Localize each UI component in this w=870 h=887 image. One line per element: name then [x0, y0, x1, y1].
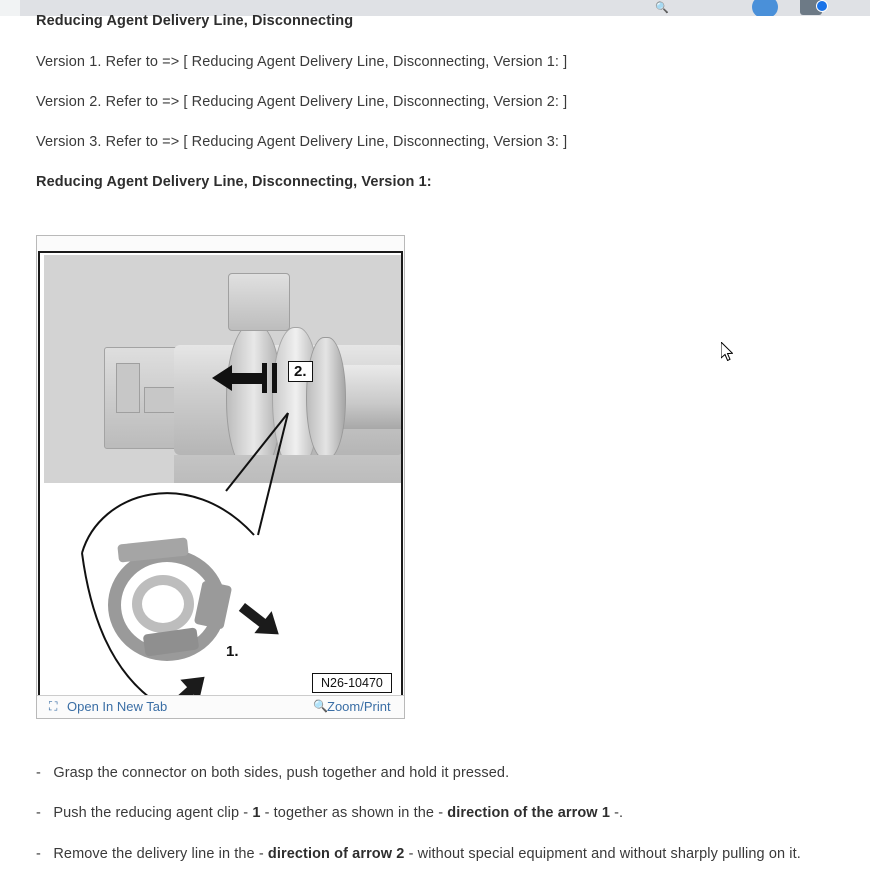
callout-label-2: 2.: [288, 361, 313, 382]
figure-image[interactable]: [38, 251, 403, 709]
step-text: Push the reducing agent clip -: [53, 805, 253, 821]
step-text: Grasp the connector on both sides, push together and hold it pressed.: [53, 765, 510, 781]
arrow-2-bars: [262, 363, 284, 393]
document-content: [0, 13, 862, 887]
page-title: Reducing Agent Delivery Line, Disconnecting: [36, 13, 354, 29]
right-margin: [862, 16, 870, 887]
mouse-cursor-icon: [721, 342, 733, 361]
arrow-2-glyph: [212, 365, 264, 391]
figure-container: [36, 235, 405, 719]
figure-toolbar: [37, 695, 404, 718]
extension-badge-icon: [816, 0, 828, 12]
illustration-clip-inner: [132, 575, 194, 633]
step-item-3: [36, 846, 801, 862]
step-emphasis: 1: [252, 805, 261, 821]
step-text: -.: [609, 805, 624, 821]
open-in-new-tab-link[interactable]: Open In New Tab: [67, 699, 168, 714]
magnifier-icon[interactable]: 🔍: [313, 699, 328, 713]
step-dash: -: [36, 805, 50, 821]
step-text: - without special equipment and without sharply pulling on it.: [404, 846, 801, 862]
section-subtitle: Reducing Agent Delivery Line, Disconnecting, Version 1:: [36, 174, 432, 190]
step-emphasis: direction of arrow 2: [267, 846, 405, 862]
step-item-1: [36, 765, 509, 781]
step-text: Remove the delivery line in the -: [53, 846, 268, 862]
version-link-2[interactable]: Version 2. Refer to => [ Reducing Agent Delivery Line, Disconnecting, Version 2: ]: [36, 94, 568, 110]
step-emphasis: direction of the arrow 1: [447, 805, 610, 821]
chrome-left-gutter: [0, 0, 20, 16]
open-in-new-tab-icon[interactable]: ⛶: [49, 699, 58, 713]
step-dash: -: [36, 846, 50, 862]
zoom-print-link[interactable]: Zoom/Print: [327, 699, 391, 714]
version-link-1[interactable]: Version 1. Refer to => [ Reducing Agent Delivery Line, Disconnecting, Version 1: ]: [36, 54, 568, 70]
callout-leader-lines: [40, 253, 401, 709]
figure-code-label: N26-10470: [312, 673, 392, 693]
step-item-2: [36, 805, 623, 821]
version-link-3[interactable]: Version 3. Refer to => [ Reducing Agent Delivery Line, Disconnecting, Version 3: ]: [36, 134, 568, 150]
step-dash: -: [36, 765, 50, 781]
callout-label-1: 1.: [226, 643, 239, 660]
search-icon[interactable]: 🔍: [655, 2, 669, 14]
step-text: - together as shown in the -: [260, 805, 448, 821]
